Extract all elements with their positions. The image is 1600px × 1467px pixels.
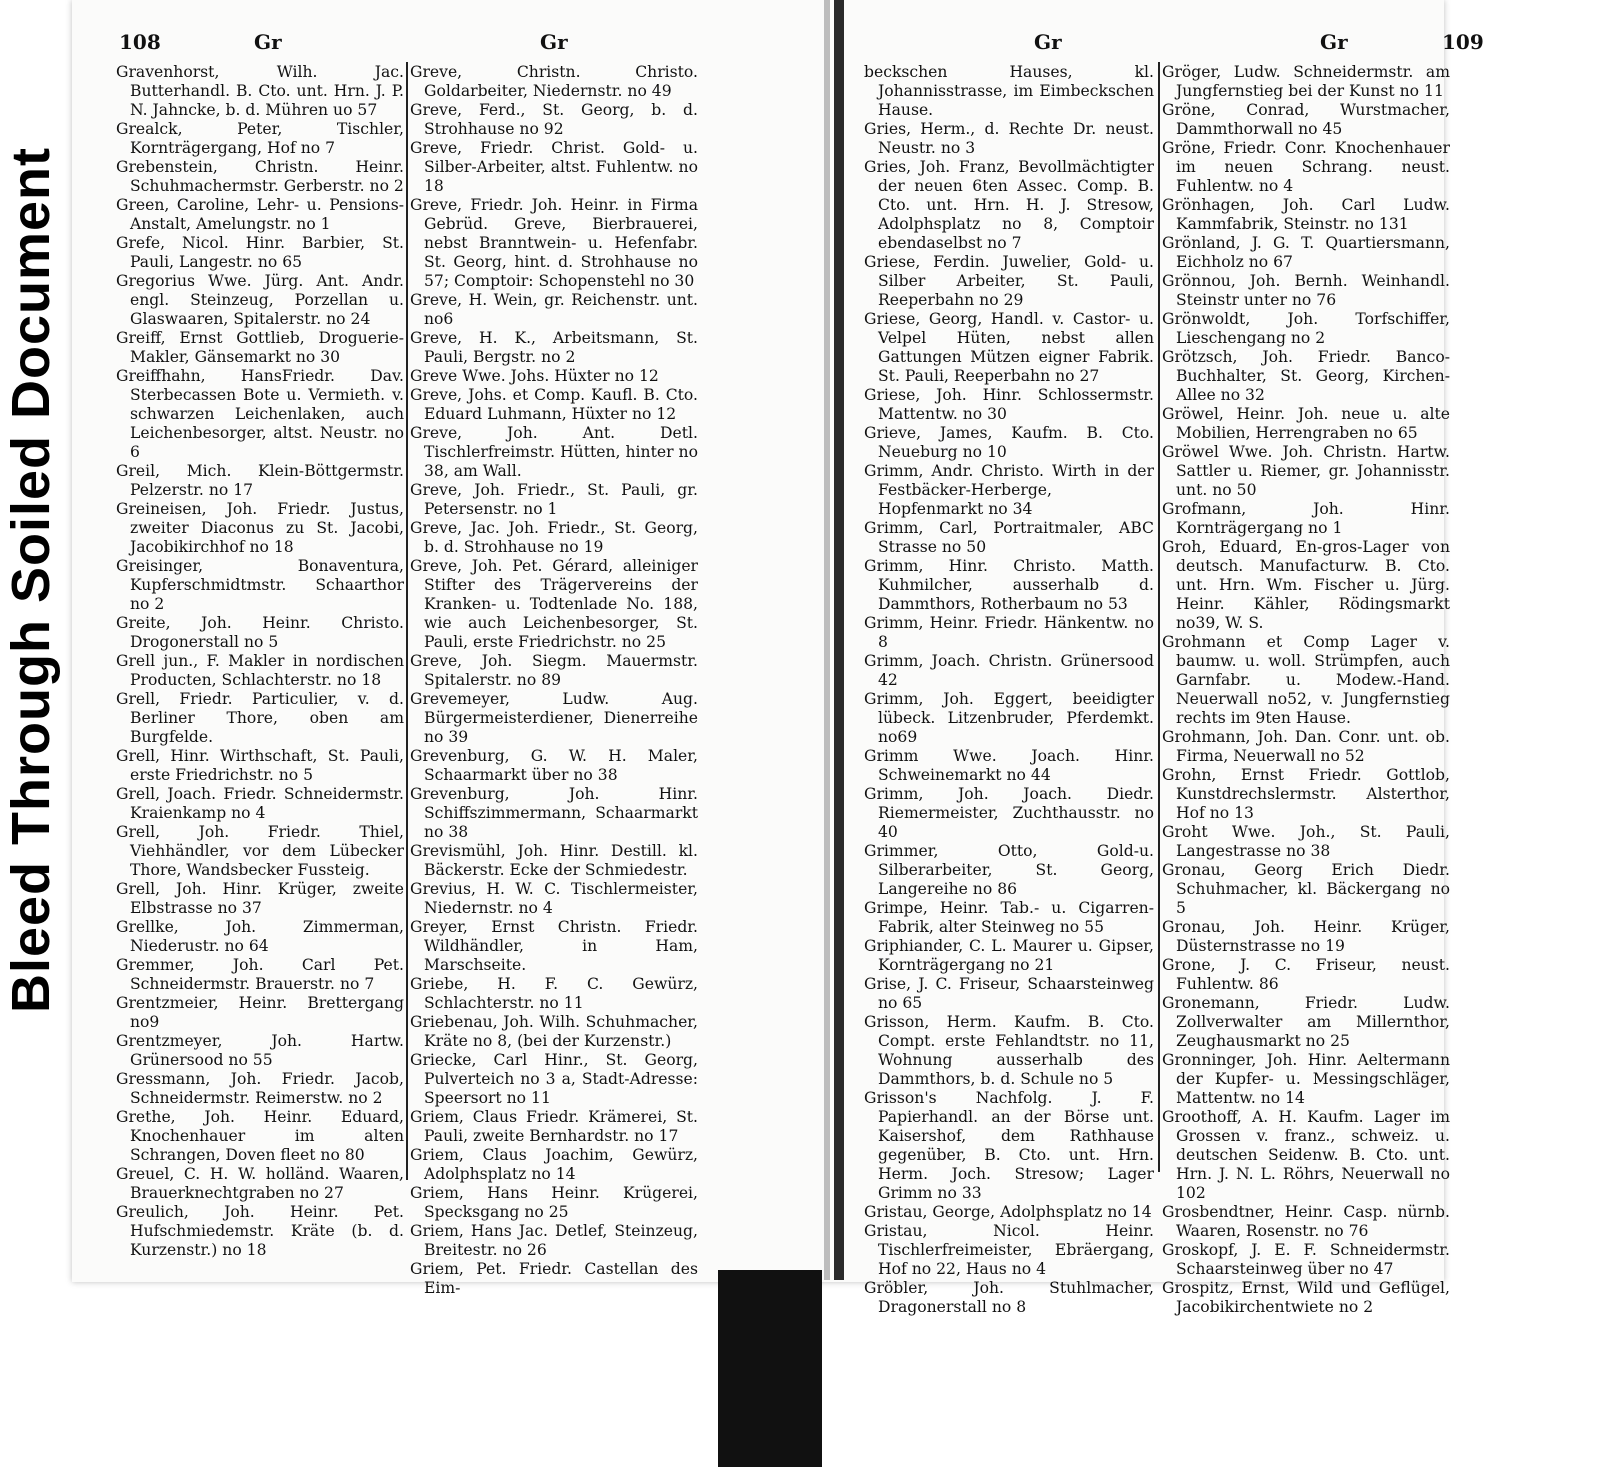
directory-entry: Greineisen, Joh. Friedr. Justus, zweiter Diaconus zu St. Jacobi, Jacobikirchhof no 18 (116, 500, 404, 556)
directory-entry: Greve, H. Wein, gr. Reichenstr. unt. no6 (410, 291, 698, 328)
directory-entry: Greiffhahn, HansFriedr. Dav. Sterbecassen Bote u. Vermieth. v. schwarzen Leichenlaken, auch Leichenbesorger, altst. Neustr. no 6 (116, 367, 404, 461)
directory-entry: Griese, Georg, Handl. v. Castor- u. Velpel Hüten, nebst allen Gattungen Mützen eigner Fabrik. St. Pauli, Reeperbahn no 27 (864, 310, 1154, 385)
directory-entry: Grohmann, Joh. Dan. Conr. unt. ob. Firma, Neuerwall no 52 (1162, 728, 1450, 765)
running-header-right-2: Gr (1320, 30, 1348, 54)
directory-entry: Gristau, Nicol. Heinr. Tischlerfreimeister, Ebräergang, Hof no 22, Haus no 4 (864, 1222, 1154, 1278)
directory-entry: Griese, Ferdin. Juwelier, Gold- u. Silber Arbeiter, St. Pauli, Reeperbahn no 29 (864, 253, 1154, 309)
directory-entry: Grell, Joh. Hinr. Krüger, zweite Elbstrasse no 37 (116, 880, 404, 917)
directory-entry: Greve, Christn. Christo. Goldarbeiter, Niedernstr. no 49 (410, 63, 698, 100)
directory-entry: Greite, Joh. Heinr. Christo. Drogonerstall no 5 (116, 614, 404, 651)
directory-entry: Grimm Wwe. Joach. Hinr. Schweinemarkt no 44 (864, 747, 1154, 784)
directory-entry: Greiff, Ernst Gottlieb, Droguerie-Makler, Gänsemarkt no 30 (116, 329, 404, 366)
directory-entry: Grimm, Carl, Portraitmaler, ABC Strasse no 50 (864, 519, 1154, 556)
directory-entry: Greve, Ferd., St. Georg, b. d. Strohhause no 92 (410, 101, 698, 138)
directory-entry: Grospitz, Ernst, Wild und Geflügel, Jacobikirchentwiete no 2 (1162, 1279, 1450, 1316)
stamp-margin (0, 0, 62, 1140)
directory-entry: Grönhagen, Joh. Carl Ludw. Kammfabrik, Steinstr. no 131 (1162, 196, 1450, 233)
directory-entry: Greve, Joh. Siegm. Mauermstr. Spitalerstr. no 89 (410, 652, 698, 689)
running-header-right-1: Gr (1034, 30, 1062, 54)
directory-entry: Griebenau, Joh. Wilh. Schuhmacher, Kräte no 8, (bei der Kurzenstr.) (410, 1013, 698, 1050)
directory-entry: Grebenstein, Christn. Heinr. Schuhmachermstr. Gerberstr. no 2 (116, 158, 404, 195)
directory-entry: Greve, Joh. Pet. Gérard, alleiniger Stifter des Trägervereins der Kranken- u. Todtenlade No. 188, wie auch Leichenbesorger, St. Pauli, erste Friedrichstr. no 25 (410, 557, 698, 651)
directory-entry: Grell, Joach. Friedr. Schneidermstr. Kraienkamp no 4 (116, 785, 404, 822)
directory-entry: Gregorius Wwe. Jürg. Ant. Andr. engl. Steinzeug, Porzellan u. Glaswaaren, Spitalerstr. no 24 (116, 272, 404, 328)
page-number-left: 108 (119, 30, 161, 54)
directory-entry: Greve, H. K., Arbeitsmann, St. Pauli, Bergstr. no 2 (410, 329, 698, 366)
directory-entry: Griem, Pet. Friedr. Castellan des Eim- (410, 1260, 698, 1297)
directory-entry: Greyer, Ernst Christn. Friedr. Wildhändler, in Ham, Marschseite. (410, 918, 698, 974)
column-divider (1158, 62, 1160, 1172)
directory-entry: Grimm, Joh. Joach. Diedr. Riemermeister, Zuchthausstr. no 40 (864, 785, 1154, 841)
directory-entry: Grell, Hinr. Wirthschaft, St. Pauli, erste Friedrichstr. no 5 (116, 747, 404, 784)
directory-entry: Grevenburg, Joh. Hinr. Schiffszimmermann, Schaarmarkt no 38 (410, 785, 698, 841)
directory-entry: Grentzmeyer, Joh. Hartw. Grünersood no 55 (116, 1032, 404, 1069)
directory-entry: Gronau, Georg Erich Diedr. Schuhmacher, kl. Bäckergang no 5 (1162, 861, 1450, 917)
directory-entry: Greve, Joh. Friedr., St. Pauli, gr. Petersenstr. no 1 (410, 481, 698, 518)
directory-entry: Grimm, Joh. Eggert, beeidigter lübeck. Litzenbruder, Pferdemkt. no69 (864, 690, 1154, 746)
directory-entry: Groskopf, J. E. F. Schneidermstr. Schaarsteinweg über no 47 (1162, 1241, 1450, 1278)
directory-entry: Grisson's Nachfolg. J. F. Papierhandl. an der Börse unt. Kaisershof, dem Rathhause gegenüber, B. Cto. unt. Hrn. Herm. Joch. Stresow; Lager Grimm no 33 (864, 1089, 1154, 1202)
directory-entry: Grell, Friedr. Particulier, v. d. Berliner Thore, oben am Burgfelde. (116, 690, 404, 746)
directory-entry: Gravenhorst, Wilh. Jac. Butterhandl. B. Cto. unt. Hrn. J. P. N. Jahncke, b. d. Mühren uo 57 (116, 63, 404, 119)
directory-entry: Greisinger, Bonaventura, Kupferschmidtmstr. Schaarthor no 2 (116, 557, 404, 613)
directory-entry: Griphiander, C. L. Maurer u. Gipser, Kornträgergang no 21 (864, 937, 1154, 974)
directory-entry: Gremmer, Joh. Carl Pet. Schneidermstr. Brauerstr. no 7 (116, 956, 404, 993)
left-page-column-1 (116, 63, 404, 1260)
directory-entry: Greve, Friedr. Joh. Heinr. in Firma Gebrüd. Greve, Bierbrauerei, nebst Branntwein- u. Hefenfabr. St. Georg, hint. d. Strohhause no 57; Comptoir: Schopenstehl no 30 (410, 196, 698, 290)
directory-entry: Griebe, H. F. C. Gewürz, Schlachterstr. no 11 (410, 975, 698, 1012)
directory-entry: Grisson, Herm. Kaufm. B. Cto. Compt. erste Fehlandtstr. no 11, Wohnung ausserhalb des Dammthors, b. d. Schule no 5 (864, 1013, 1154, 1088)
directory-entry: Gronninger, Joh. Hinr. Aeltermann der Kupfer- u. Messingschläger, Mattentw. no 14 (1162, 1051, 1450, 1107)
directory-entry: Grimpe, Heinr. Tab.- u. Cigarren-Fabrik, alter Steinweg no 55 (864, 899, 1154, 936)
directory-entry: Greve, Johs. et Comp. Kaufl. B. Cto. Eduard Luhmann, Hüxter no 12 (410, 386, 698, 423)
directory-entry: Gressmann, Joh. Friedr. Jacob, Schneidermstr. Reimerstw. no 2 (116, 1070, 404, 1107)
directory-entry: Gries, Joh. Franz, Bevollmächtigter der neuen 6ten Assec. Comp. B. Cto. unt. Hrn. H. J. Stresow, Adolphsplatz no 8, Comptoir ebendaselbst no 7 (864, 158, 1154, 252)
directory-entry: Gröne, Conrad, Wurstmacher, Dammthorwall no 45 (1162, 101, 1450, 138)
directory-entry: Gronau, Joh. Heinr. Krüger, Düsternstrasse no 19 (1162, 918, 1450, 955)
directory-entry: Grise, J. C. Friseur, Schaarsteinweg no 65 (864, 975, 1154, 1012)
directory-entry: Grofmann, Joh. Hinr. Kornträgergang no 1 (1162, 500, 1450, 537)
directory-entry: Grönwoldt, Joh. Torfschiffer, Lieschengang no 2 (1162, 310, 1450, 347)
directory-entry: Grefe, Nicol. Hinr. Barbier, St. Pauli, Langestr. no 65 (116, 234, 404, 271)
directory-entry: Grethe, Joh. Heinr. Eduard, Knochenhauer im alten Schrangen, Doven fleet no 80 (116, 1108, 404, 1164)
directory-entry: Grevismühl, Joh. Hinr. Destill. kl. Bäckerstr. Ecke der Schmiedestr. (410, 842, 698, 879)
directory-entry: beckschen Hauses, kl. Johannisstrasse, im Eimbeckschen Hause. (864, 63, 1154, 119)
running-header-left-1: Gr (254, 30, 282, 54)
directory-entry: Greve, Joh. Ant. Detl. Tischlerfreimstr. Hütten, hinter no 38, am Wall. (410, 424, 698, 480)
bookmark-ribbon (718, 1270, 822, 1467)
book-spread (72, 0, 1484, 1316)
directory-entry: Grieve, James, Kaufm. B. Cto. Neueburg no 10 (864, 424, 1154, 461)
directory-entry: Grevius, H. W. C. Tischlermeister, Niedernstr. no 4 (410, 880, 698, 917)
directory-entry: Gröne, Friedr. Conr. Knochenhauer im neuen Schrang. neust. Fuhlentw. no 4 (1162, 139, 1450, 195)
directory-entry: Grevenburg, G. W. H. Maler, Schaarmarkt über no 38 (410, 747, 698, 784)
column-divider (406, 62, 408, 1180)
right-page-column-2 (1162, 63, 1450, 1317)
directory-entry: Griecke, Carl Hinr., St. Georg, Pulverteich no 3 a, Stadt-Adresse: Speersort no 11 (410, 1051, 698, 1107)
directory-entry: Greil, Mich. Klein-Böttgermstr. Pelzerstr. no 17 (116, 462, 404, 499)
directory-entry: Grimmer, Otto, Gold-u. Silberarbeiter, St. Georg, Langereihe no 86 (864, 842, 1154, 898)
running-header-left-2: Gr (540, 30, 568, 54)
directory-entry: Greve, Friedr. Christ. Gold- u. Silber-Arbeiter, altst. Fuhlentw. no 18 (410, 139, 698, 195)
directory-entry: Grosbendtner, Heinr. Casp. nürnb. Waaren, Rosenstr. no 76 (1162, 1203, 1450, 1240)
directory-entry: Grellke, Joh. Zimmerman, Niederustr. no 64 (116, 918, 404, 955)
directory-entry: Groht Wwe. Joh., St. Pauli, Langestrasse no 38 (1162, 823, 1450, 860)
directory-entry: Gröwel, Heinr. Joh. neue u. alte Mobilien, Herrengraben no 65 (1162, 405, 1450, 442)
directory-entry: Grealck, Peter, Tischler, Kornträgergang, Hof no 7 (116, 120, 404, 157)
left-page (72, 0, 824, 1297)
directory-entry: Grentzmeier, Heinr. Brettergang no9 (116, 994, 404, 1031)
directory-entry: Grevemeyer, Ludw. Aug. Bürgermeisterdiener, Dienerreihe no 39 (410, 690, 698, 746)
directory-entry: Grönnou, Joh. Bernh. Weinhandl. Steinstr unter no 76 (1162, 272, 1450, 309)
directory-entry: Gröger, Ludw. Schneidermstr. am Jungfernstieg bei der Kunst no 11 (1162, 63, 1450, 100)
directory-entry: Greuel, C. H. W. holländ. Waaren, Brauerknechtgraben no 27 (116, 1165, 404, 1202)
book-gutter (834, 0, 844, 1280)
right-page-column-1 (864, 63, 1154, 1317)
directory-entry: Green, Caroline, Lehr- u. Pensions-Anstalt, Amelungstr. no 1 (116, 196, 404, 233)
directory-entry: Gronemann, Friedr. Ludw. Zollverwalter am Millernthor, Zeughausmarkt no 25 (1162, 994, 1450, 1050)
directory-entry: Grötzsch, Joh. Friedr. Banco-Buchhalter, St. Georg, Kirchen-Allee no 32 (1162, 348, 1450, 404)
directory-entry: Grone, J. C. Friseur, neust. Fuhlentw. 86 (1162, 956, 1450, 993)
directory-entry: Groh, Eduard, En-gros-Lager von deutsch. Manufacturw. B. Cto. unt. Hrn. Wm. Fischer u. Jürg. Heinr. Kähler, Rödingsmarkt no39, W. S. (1162, 538, 1450, 632)
directory-entry: Griese, Joh. Hinr. Schlossermstr. Mattentw. no 30 (864, 386, 1154, 423)
directory-entry: Gries, Herm., d. Rechte Dr. neust. Neustr. no 3 (864, 120, 1154, 157)
directory-entry: Grohn, Ernst Friedr. Gottlob, Kunstdrechslermstr. Alsterthor, Hof no 13 (1162, 766, 1450, 822)
directory-entry: Groothoff, A. H. Kaufm. Lager im Grossen v. franz., schweiz. u. deutschen Seidenw. B. Cto. unt. Hrn. J. N. L. Röhrs, Neuerwall no 102 (1162, 1108, 1450, 1202)
directory-entry: Grimm, Andr. Christo. Wirth in der Festbäcker-Herberge, Hopfenmarkt no 34 (864, 462, 1154, 518)
directory-entry: Grimm, Hinr. Christo. Matth. Kuhmilcher, ausserhalb d. Dammthors, Rotherbaum no 53 (864, 557, 1154, 613)
directory-entry: Greve, Jac. Joh. Friedr., St. Georg, b. d. Strohhause no 19 (410, 519, 698, 556)
directory-entry: Grimm, Heinr. Friedr. Hänkentw. no 8 (864, 614, 1154, 651)
directory-entry: Griem, Claus Joachim, Gewürz, Adolphsplatz no 14 (410, 1146, 698, 1183)
directory-entry: Grell jun., F. Makler in nordischen Producten, Schlachterstr. no 18 (116, 652, 404, 689)
directory-entry: Greve Wwe. Johs. Hüxter no 12 (410, 367, 659, 385)
directory-entry: Griem, Hans Jac. Detlef, Steinzeug, Breitestr. no 26 (410, 1222, 698, 1259)
right-page (844, 0, 1544, 1316)
directory-entry: Grönland, J. G. T. Quartiersmann, Eichholz no 67 (1162, 234, 1450, 271)
directory-entry: Gristau, George, Adolphsplatz no 14 (864, 1203, 1152, 1221)
page-number-right: 109 (1442, 30, 1484, 54)
directory-entry: Grohmann et Comp Lager v. baumw. u. woll. Strümpfen, auch Garnfabr. u. Modew.-Hand. Neuerwall no52, v. Jungfernstieg rechts im 9ten Hause. (1162, 633, 1450, 727)
bleed-through-stamp: Bleed Through Soiled Document (1, 146, 61, 1014)
directory-entry: Grimm, Joach. Christn. Grünersood 42 (864, 652, 1154, 689)
directory-entry: Griem, Claus Friedr. Krämerei, St. Pauli, zweite Bernhardstr. no 17 (410, 1108, 698, 1145)
directory-entry: Gröwel Wwe. Joh. Christn. Hartw. Sattler u. Riemer, gr. Johannisstr. unt. no 50 (1162, 443, 1450, 499)
left-page-column-2 (410, 63, 698, 1298)
directory-entry: Greulich, Joh. Heinr. Pet. Hufschmiedemstr. Kräte (b. d. Kurzenstr.) no 18 (116, 1203, 404, 1259)
binding-shadow (824, 0, 830, 1280)
directory-entry: Grell, Joh. Friedr. Thiel, Viehhändler, vor dem Lübecker Thore, Wandsbecker Fussteig. (116, 823, 404, 879)
directory-entry: Gröbler, Joh. Stuhlmacher, Dragonerstall no 8 (864, 1279, 1154, 1316)
directory-entry: Griem, Hans Heinr. Krügerei, Specksgang no 25 (410, 1184, 698, 1221)
